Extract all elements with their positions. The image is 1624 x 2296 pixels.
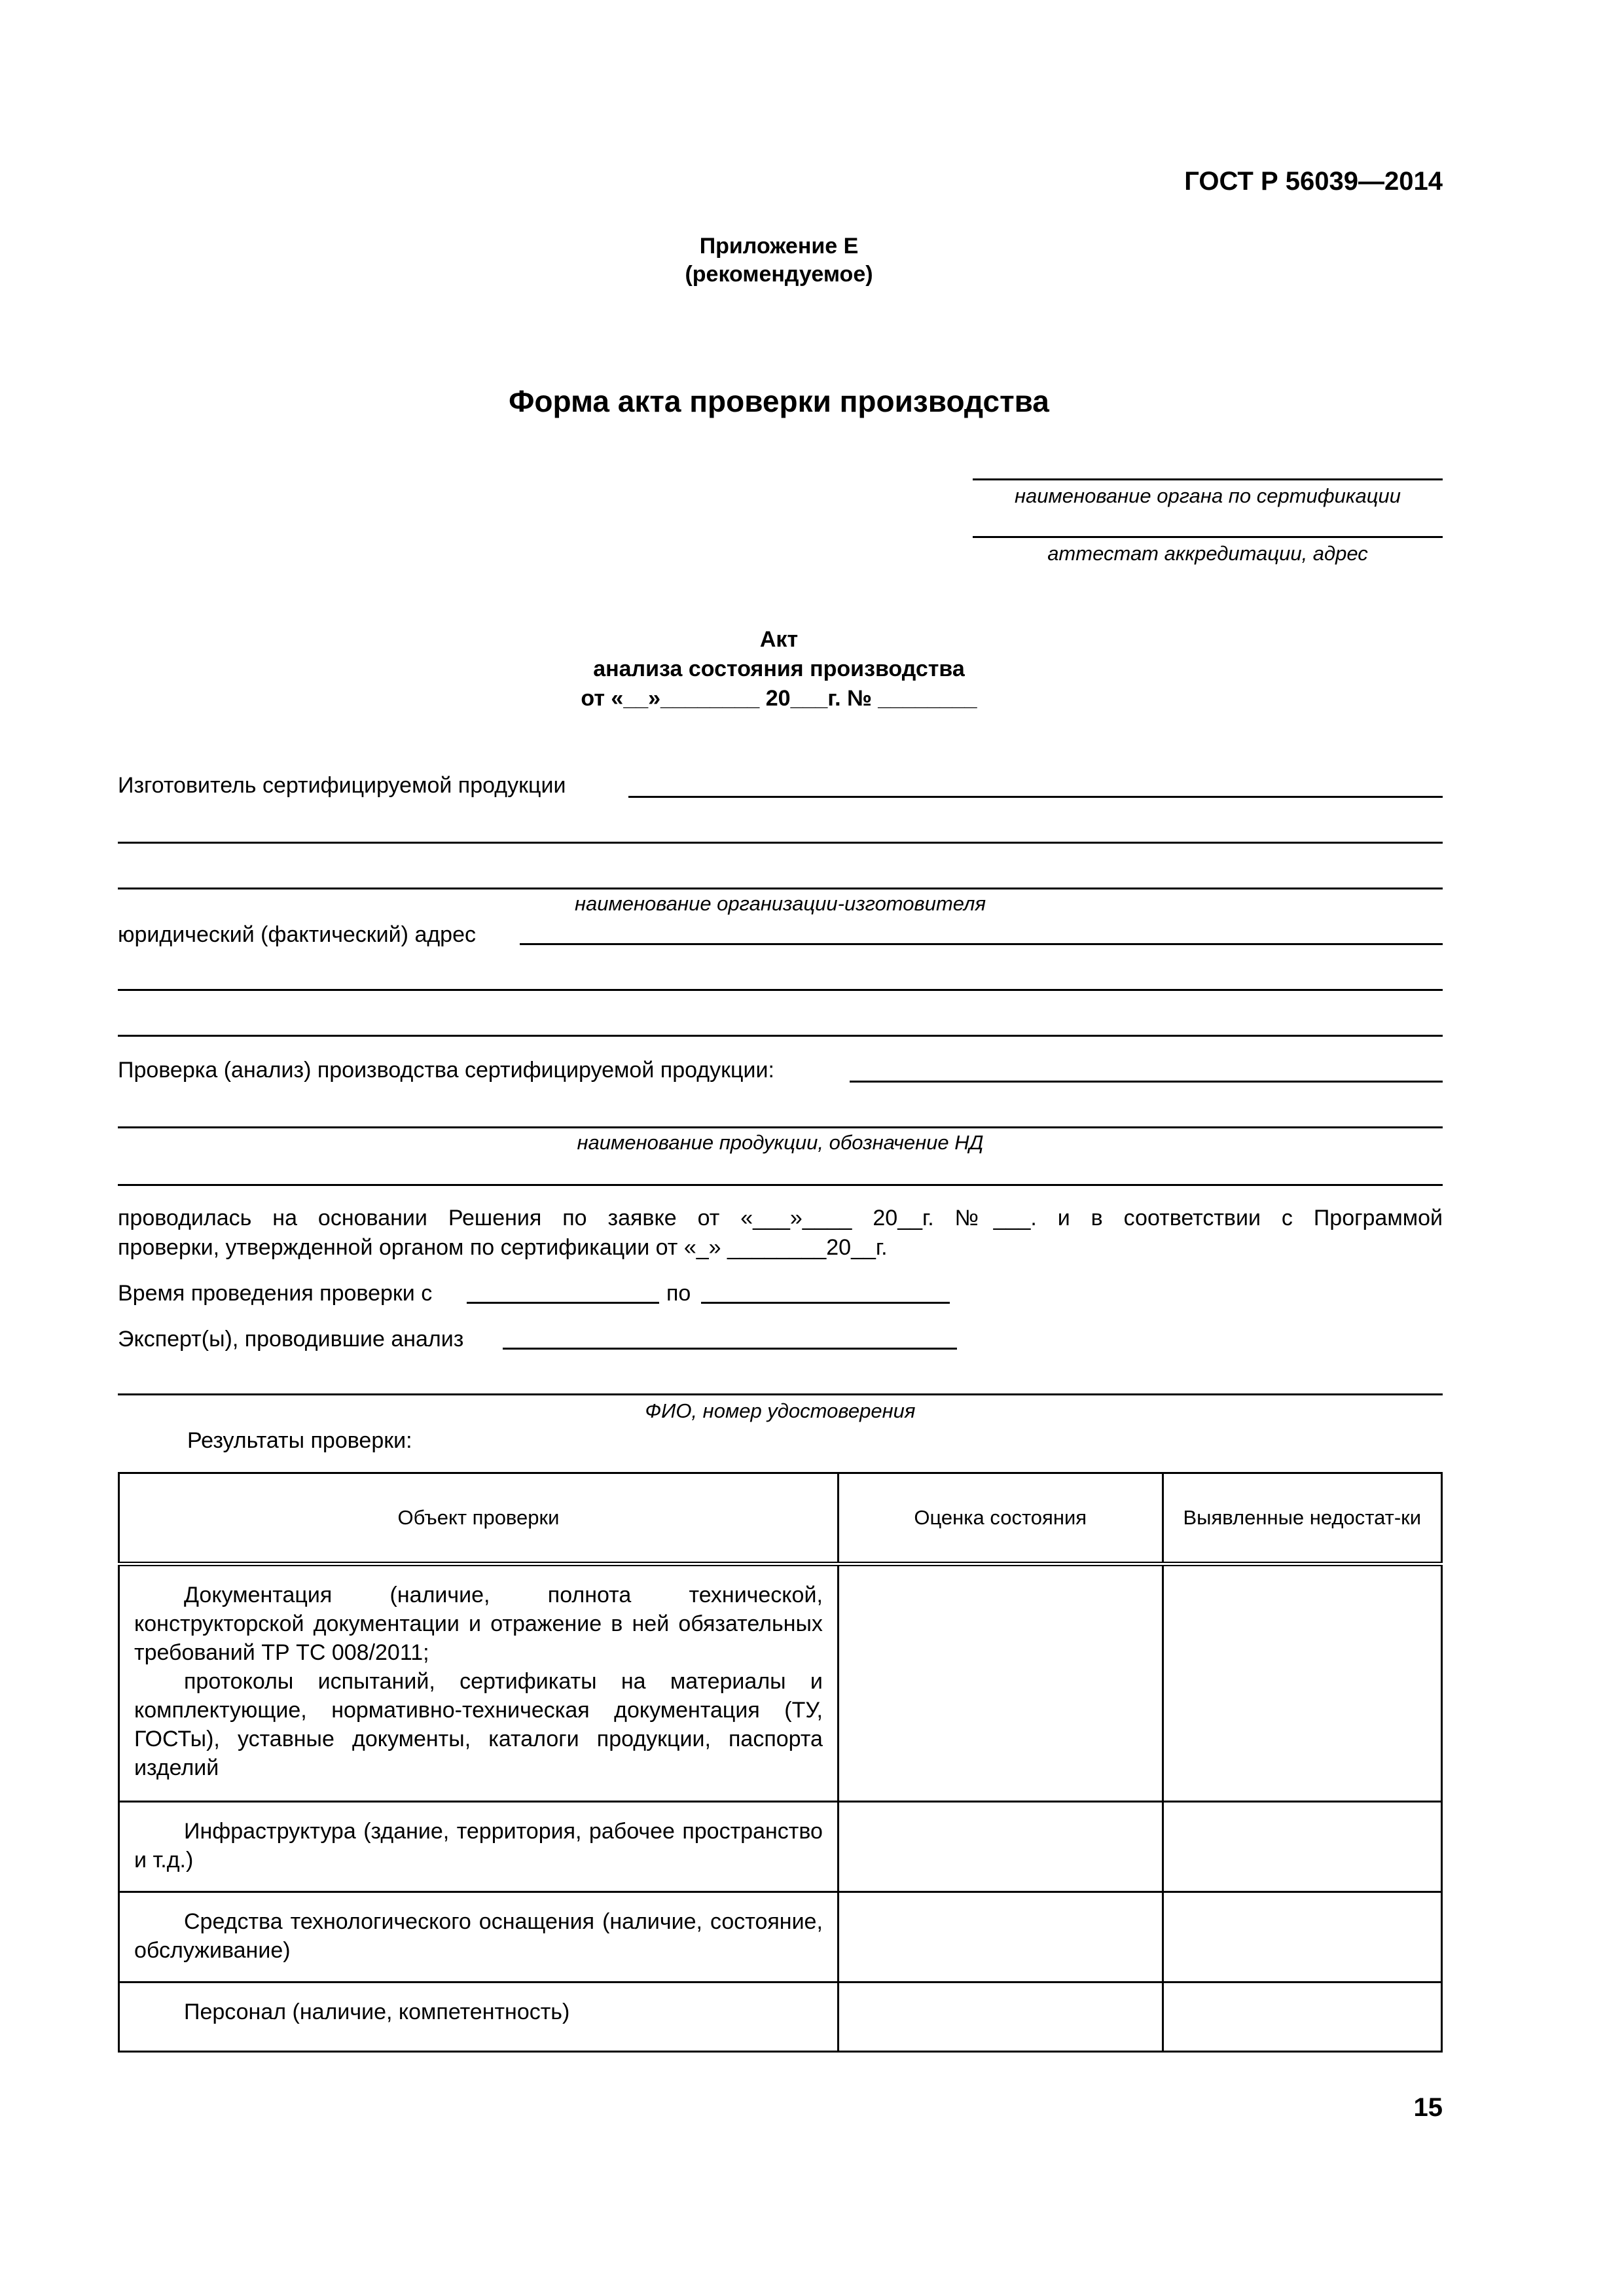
deficiencies-cell[interactable] [1163,1802,1441,1892]
assessment-cell[interactable] [838,1564,1163,1802]
results-label: Результаты проверки: [187,1428,412,1453]
experts-field-line-2[interactable] [118,1393,1443,1395]
act-date-line[interactable]: от «__»________ 20___г. № ________ [581,686,977,711]
address-field[interactable] [520,943,1443,945]
object-text: Инфраструктура (здание, территория, рабочее пространство и т.д.) [134,1819,823,1873]
inspection-label: Проверка (анализ) производства сертифицируемой продукции: [118,1058,774,1083]
page-number: 15 [1413,2093,1443,2122]
object-text: Средства технологического оснащения (наличие, состояние, обслуживание) [134,1909,823,1963]
table-row [119,1564,1442,1802]
accreditation-caption: аттестат аккредитации, адрес [1047,542,1368,565]
act-title: Акт [759,627,799,652]
experts-field[interactable] [503,1348,957,1350]
time-from-field[interactable] [467,1302,659,1304]
assessment-cell[interactable] [838,1982,1163,2052]
assessment-cell[interactable] [838,1892,1163,1982]
product-field[interactable] [118,1126,1443,1128]
basis-line-1: проводилась на основании Решения по заявке от «___»____ 20__г. №___. и в соответствии с Программой [118,1206,1443,1230]
object-cell [119,1802,839,1892]
object-text: протоколы испытаний, сертификаты на материалы и комплектующие, нормативно-техническая документация (ТУ, ГОСТы), уставные документы, каталоги продукции, паспорта изделий [134,1669,823,1780]
time-label: Время проведения проверки с [118,1281,433,1306]
form-title: Форма акта проверки производства [509,384,1049,418]
table-header-row [119,1473,1442,1564]
experts-label: Эксперт(ы), проводившие анализ [118,1327,464,1352]
object-text: Документация (наличие, полнота технической, конструкторской документации и отражение в ней обязательных требований ТР ТС 008/2011; [134,1583,823,1665]
certification-body-line[interactable] [973,478,1443,480]
table-row [119,1982,1442,2052]
header-deficiencies: Выявленные недостат-ки [1163,1473,1441,1564]
basis-line-2: проверки, утвержденной органом по сертификации от «_» ________20__г. [118,1235,888,1260]
manufacturer-field[interactable] [628,796,1443,798]
object-text: Персонал (наличие, компетентность) [184,2000,570,2024]
table-row [119,1892,1442,1982]
address-field-line-2[interactable] [118,989,1443,991]
object-cell [119,1982,839,2052]
standard-number: ГОСТ Р 56039—2014 [1184,167,1443,196]
time-to-field[interactable] [701,1302,950,1304]
results-table [118,1472,1443,2053]
table-row [119,1802,1442,1892]
product-caption: наименование продукции, обозначение НД [577,1131,984,1154]
deficiencies-cell[interactable] [1163,1892,1441,1982]
inspection-field[interactable] [850,1081,1443,1083]
deficiencies-cell[interactable] [1163,1982,1441,2052]
deficiencies-cell[interactable] [1163,1564,1441,1802]
address-field-line-3[interactable] [118,1035,1443,1037]
product-field-line-2[interactable] [118,1184,1443,1186]
header-assessment: Оценка состояния [838,1473,1163,1564]
appendix-title: Приложение Е [699,234,859,259]
assessment-cell[interactable] [838,1802,1163,1892]
manufacturer-field-line-2[interactable] [118,842,1443,844]
experts-caption: ФИО, номер удостоверения [645,1399,916,1422]
act-subtitle: анализа состояния производства [593,656,965,681]
object-cell [119,1892,839,1982]
manufacturer-field-line-3[interactable] [118,888,1443,889]
manufacturer-caption: наименование организации-изготовителя [574,892,986,915]
certification-body-caption: наименование органа по сертификации [1015,484,1401,507]
appendix-status: (рекомендуемое) [685,262,873,287]
address-label: юридический (фактический) адрес [118,922,477,947]
object-cell [119,1564,839,1802]
header-object: Объект проверки [119,1473,839,1564]
manufacturer-label: Изготовитель сертифицируемой продукции [118,771,573,800]
accreditation-line[interactable] [973,536,1443,538]
time-to-label: по [666,1281,691,1306]
